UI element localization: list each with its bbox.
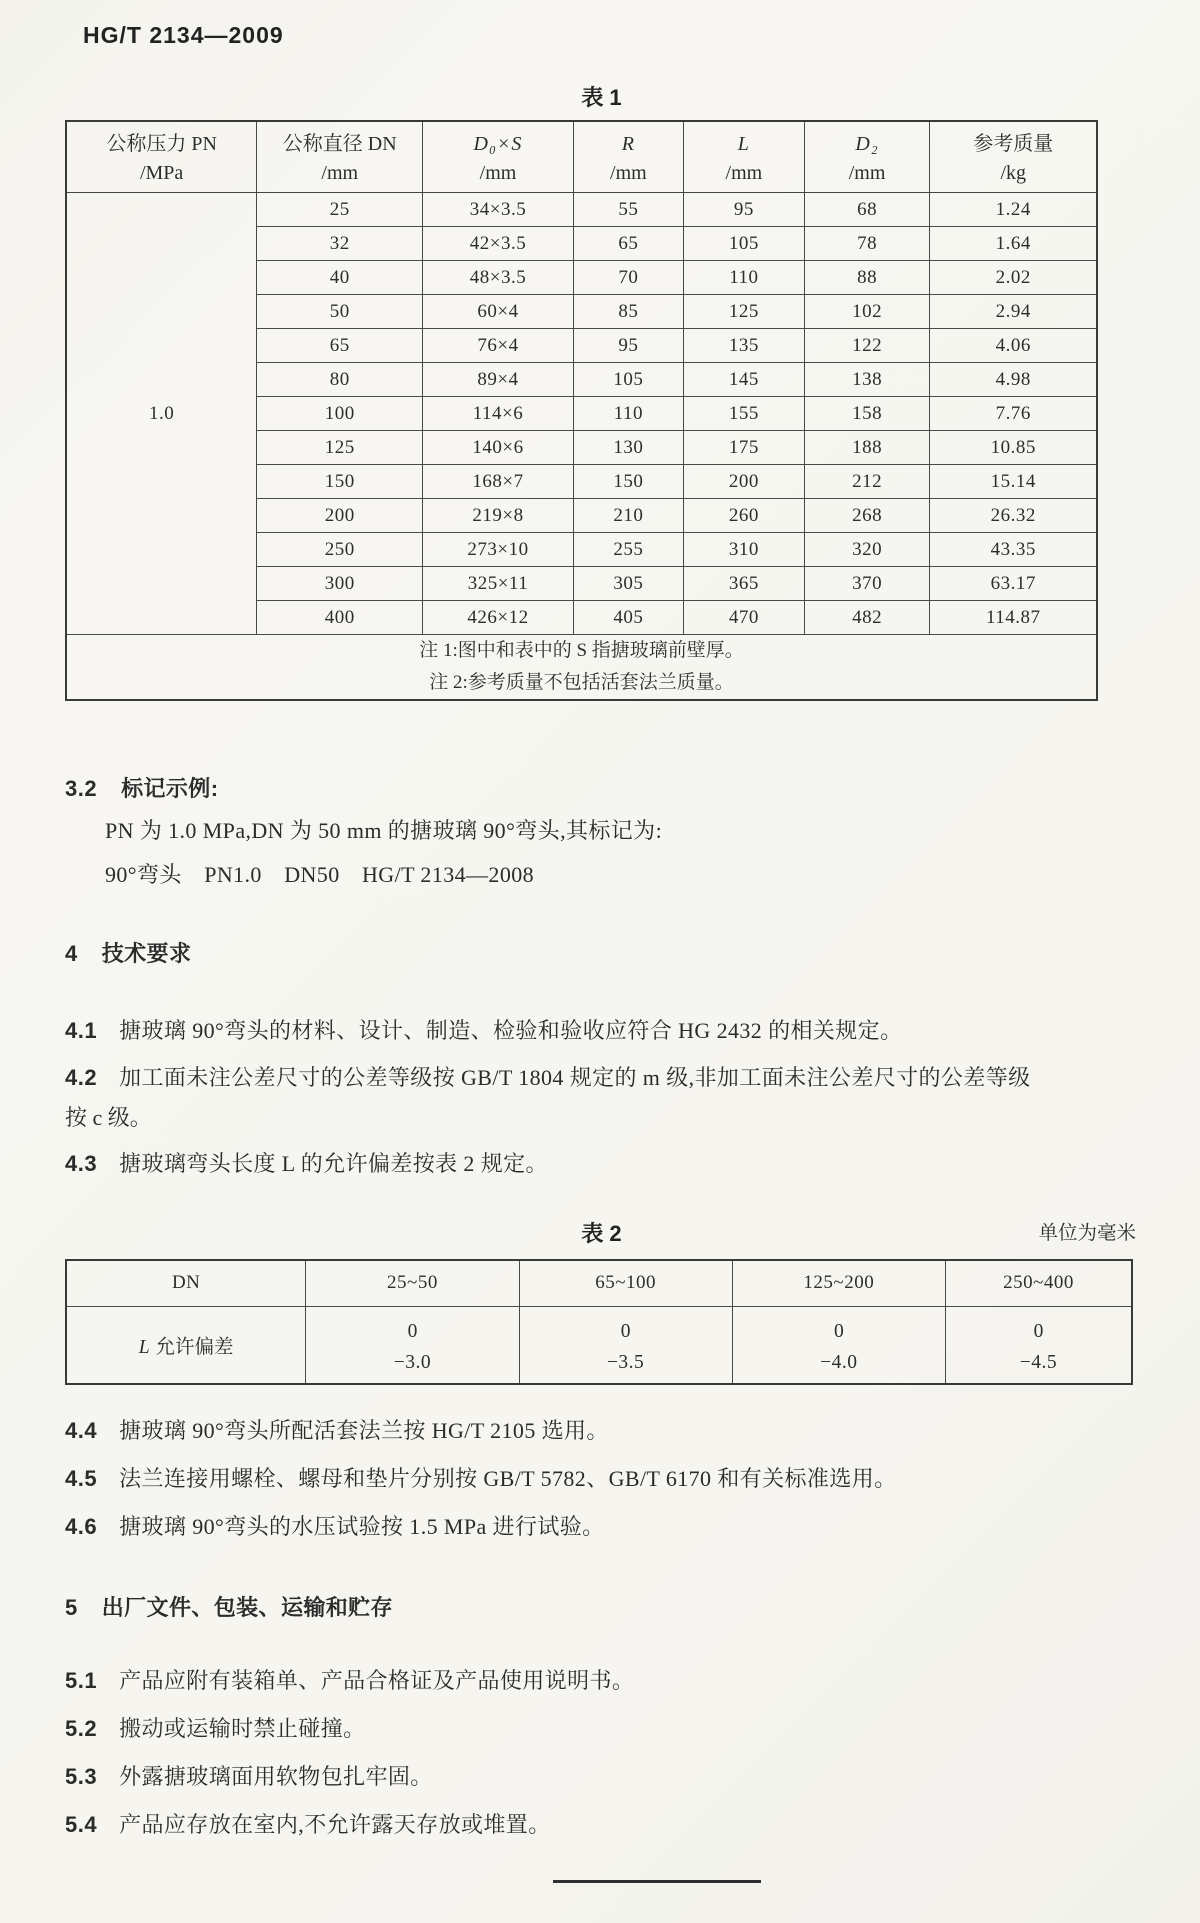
clause-5-2-number: 5.2: [65, 1715, 98, 1741]
table1-cell: 200: [257, 499, 423, 533]
table1-cell: 65: [257, 329, 423, 363]
table1-cell: 426×12: [423, 601, 574, 635]
tolerance-lower: −3.5: [606, 1351, 645, 1373]
clause-4-6-text: 搪玻璃 90°弯头的水压试验按 1.5 MPa 进行试验。: [119, 1513, 605, 1539]
table1-cell: 260: [684, 499, 805, 533]
table1-cell: 1.64: [930, 227, 1097, 261]
table1-cell: 320: [804, 533, 930, 567]
table2-dn-range: 250~400: [945, 1260, 1132, 1306]
table1-cell: 310: [684, 533, 805, 567]
table1-cell: 65: [573, 227, 683, 261]
clause-4-1: [65, 1015, 1138, 1046]
table1-cell: 135: [684, 329, 805, 363]
clause-5-2: [65, 1713, 1138, 1744]
clause-4-6-number: 4.6: [65, 1513, 98, 1539]
table1-cell: 255: [573, 533, 683, 567]
marking-example-line-2: 90°弯头 PN1.0 DN50 HG/T 2134—2008: [105, 862, 535, 887]
pn-value-cell: 1.0: [66, 193, 257, 635]
table2-dn-range: 125~200: [732, 1260, 945, 1306]
table2-dn-range: 25~50: [306, 1260, 519, 1306]
table1-cell: 300: [257, 567, 423, 601]
table1-cell: 4.98: [930, 363, 1097, 397]
clause-5-4-text: 产品应存放在室内,不允许露天存放或堆置。: [119, 1811, 551, 1837]
section-5-number: 5: [65, 1594, 78, 1620]
table1-cell: 114×6: [423, 397, 574, 431]
tolerance-upper: 0: [833, 1320, 844, 1342]
table1-cell: 219×8: [423, 499, 574, 533]
table1-cell: 42×3.5: [423, 227, 574, 261]
table1-cell: 1.24: [930, 193, 1097, 227]
table1-cell: 88: [804, 261, 930, 295]
clause-3-2-title: 标记示例:: [121, 776, 219, 801]
table1-cell: 210: [573, 499, 683, 533]
table1-cell: 85: [573, 295, 683, 329]
table1-cell: 26.32: [930, 499, 1097, 533]
table1-cell: 188: [804, 431, 930, 465]
table2-unit-note: 单位为毫米: [1038, 1223, 1136, 1244]
table1-cell: 15.14: [930, 465, 1097, 499]
table1-cell: 110: [684, 261, 805, 295]
table1-cell: 110: [573, 397, 683, 431]
table1-cell: 70: [573, 261, 683, 295]
table1-note-2: 注 2:参考质量不包括活套法兰质量。: [429, 672, 734, 693]
col-header-d2: D₂ /mm: [804, 121, 930, 193]
clause-4-5-number: 4.5: [65, 1465, 98, 1491]
table1-cell: 200: [684, 465, 805, 499]
section-4-heading: [65, 938, 1138, 969]
clause-4-4-number: 4.4: [65, 1417, 98, 1443]
clause-5-2-text: 搬动或运输时禁止碰撞。: [119, 1715, 366, 1741]
col-header-d0s: D₀×S /mm: [423, 121, 574, 193]
clause-3-2-heading: [65, 773, 1138, 804]
section-5-title: 出厂文件、包装、运输和贮存: [101, 1594, 393, 1620]
table1-cell: 250: [257, 533, 423, 567]
table2-caption: 表 2: [581, 1221, 622, 1246]
clause-5-1: [65, 1665, 1138, 1696]
table1-cell: 175: [684, 431, 805, 465]
table1-caption: 表 1: [581, 85, 622, 110]
clause-5-4: [65, 1809, 1138, 1840]
clause-4-2: [65, 1062, 1138, 1093]
standard-number: HG/T 2134—2009: [83, 22, 284, 48]
table1-cell: 78: [804, 227, 930, 261]
table1-cell: 4.06: [930, 329, 1097, 363]
table1-cell: 138: [804, 363, 930, 397]
table2-tolerance-cell: [306, 1306, 519, 1384]
table1-cell: 34×3.5: [423, 193, 574, 227]
table1-cell: 150: [257, 465, 423, 499]
tolerance-upper: 0: [620, 1320, 631, 1342]
table1-cell: 68: [804, 193, 930, 227]
table2-tolerance-row: [66, 1306, 1132, 1384]
clause-5-3-text: 外露搪玻璃面用软物包扎牢固。: [119, 1763, 433, 1789]
table1-cell: 2.02: [930, 261, 1097, 295]
table1-cell: 102: [804, 295, 930, 329]
table1-header-row: [66, 121, 1097, 193]
table1-cell: 145: [684, 363, 805, 397]
clause-3-2-number: 3.2: [65, 776, 98, 801]
tolerance-label-text: 允许偏差: [150, 1336, 234, 1358]
clause-5-1-text: 产品应附有装箱单、产品合格证及产品使用说明书。: [119, 1667, 635, 1693]
table1: [65, 120, 1098, 701]
tolerance-lower: −4.0: [820, 1351, 858, 1373]
table2-dn-label: DN: [66, 1260, 306, 1306]
table1-cell: 95: [684, 193, 805, 227]
table1-cell: 150: [573, 465, 683, 499]
clause-4-3-text: 搪玻璃弯头长度 L 的允许偏差按表 2 规定。: [119, 1151, 548, 1176]
clause-5-3-number: 5.3: [65, 1763, 98, 1789]
table1-cell: 365: [684, 567, 805, 601]
table1-note-1: 注 1:图中和表中的 S 指搪玻璃前壁厚。: [419, 640, 744, 661]
clause-5-1-number: 5.1: [65, 1667, 98, 1693]
section-5-heading: [65, 1592, 1138, 1623]
table1-cell: 105: [573, 363, 683, 397]
clause-4-1-number: 4.1: [65, 1018, 98, 1043]
table1-cell: 122: [804, 329, 930, 363]
clause-4-2-continuation: 按 c 级。: [65, 1105, 152, 1130]
tolerance-lower: −3.0: [393, 1351, 432, 1373]
table1-cell: 43.35: [930, 533, 1097, 567]
end-of-document-rule: [553, 1880, 761, 1883]
table1-cell: 32: [257, 227, 423, 261]
clause-4-5: [65, 1463, 1138, 1494]
table1-cell: 400: [257, 601, 423, 635]
col-header-ref-mass: 参考质量 /kg: [930, 121, 1097, 193]
table2-tolerance-cell: [732, 1306, 945, 1384]
table1-cell: 370: [804, 567, 930, 601]
symbol-L: L: [138, 1336, 151, 1358]
tolerance-lower: −4.5: [1019, 1351, 1058, 1373]
table2: [65, 1259, 1133, 1385]
table1-cell: 76×4: [423, 329, 574, 363]
clause-4-6: [65, 1511, 1138, 1542]
table1-cell: 89×4: [423, 363, 574, 397]
table1-cell: 40: [257, 261, 423, 295]
table1-cell: 100: [257, 397, 423, 431]
clause-4-4-text: 搪玻璃 90°弯头所配活套法兰按 HG/T 2105 选用。: [119, 1417, 609, 1443]
table1-cell: 10.85: [930, 431, 1097, 465]
table2-dn-row: [66, 1260, 1132, 1306]
table1-cell: 114.87: [930, 601, 1097, 635]
table1-cell: 273×10: [423, 533, 574, 567]
clause-4-2-number: 4.2: [65, 1065, 98, 1090]
col-header-r: R /mm: [573, 121, 683, 193]
clause-4-2-text: 加工面未注公差尺寸的公差等级按 GB/T 1804 规定的 m 级,非加工面未注公差尺寸的公差等级: [119, 1065, 1031, 1090]
clause-4-5-text: 法兰连接用螺栓、螺母和垫片分别按 GB/T 5782、GB/T 6170 和有关标准选用。: [119, 1465, 897, 1491]
table1-cell: 130: [573, 431, 683, 465]
table1-cell: 7.76: [930, 397, 1097, 431]
col-header-pn: 公称压力 PN /MPa: [66, 121, 257, 193]
table1-cell: 470: [684, 601, 805, 635]
table1-cell: 155: [684, 397, 805, 431]
table1-cell: 25: [257, 193, 423, 227]
table2-dn-range: 65~100: [519, 1260, 732, 1306]
table2-tolerance-cell: [519, 1306, 732, 1384]
table2-tolerance-label: [66, 1306, 306, 1384]
table1-cell: 125: [257, 431, 423, 465]
table1-cell: 55: [573, 193, 683, 227]
marking-example-line-1: PN 为 1.0 MPa,DN 为 50 mm 的搪玻璃 90°弯头,其标记为:: [105, 818, 663, 843]
clause-5-3: [65, 1761, 1138, 1792]
section-4-number: 4: [65, 941, 78, 966]
table1-row: [66, 193, 1097, 227]
table1-cell: 95: [573, 329, 683, 363]
tolerance-upper: 0: [407, 1320, 418, 1342]
col-header-l: L /mm: [684, 121, 805, 193]
clause-4-3-number: 4.3: [65, 1151, 98, 1176]
table1-cell: 405: [573, 601, 683, 635]
col-header-dn: 公称直径 DN /mm: [257, 121, 423, 193]
table1-cell: 80: [257, 363, 423, 397]
table1-cell: 63.17: [930, 567, 1097, 601]
table1-body: [66, 193, 1097, 635]
tolerance-upper: 0: [1033, 1320, 1044, 1342]
table1-cell: 48×3.5: [423, 261, 574, 295]
clause-4-3: [65, 1148, 1138, 1179]
table1-cell: 482: [804, 601, 930, 635]
table1-cell: 50: [257, 295, 423, 329]
table1-cell: 158: [804, 397, 930, 431]
table1-cell: 125: [684, 295, 805, 329]
clause-4-1-text: 搪玻璃 90°弯头的材料、设计、制造、检验和验收应符合 HG 2432 的相关规定。: [119, 1018, 903, 1043]
table1-cell: 325×11: [423, 567, 574, 601]
table1-notes: [66, 635, 1097, 701]
clause-5-4-number: 5.4: [65, 1811, 98, 1837]
table1-cell: 305: [573, 567, 683, 601]
table1-cell: 60×4: [423, 295, 574, 329]
section-4-title: 技术要求: [101, 941, 192, 966]
table1-cell: 168×7: [423, 465, 574, 499]
table2-tolerance-cell: [945, 1306, 1132, 1384]
table1-cell: 140×6: [423, 431, 574, 465]
table1-notes-row: [66, 635, 1097, 701]
table1-cell: 212: [804, 465, 930, 499]
clause-4-4: [65, 1415, 1138, 1446]
table1-cell: 2.94: [930, 295, 1097, 329]
table1-cell: 268: [804, 499, 930, 533]
table2-caption-row: [65, 1219, 1138, 1249]
table1-cell: 105: [684, 227, 805, 261]
